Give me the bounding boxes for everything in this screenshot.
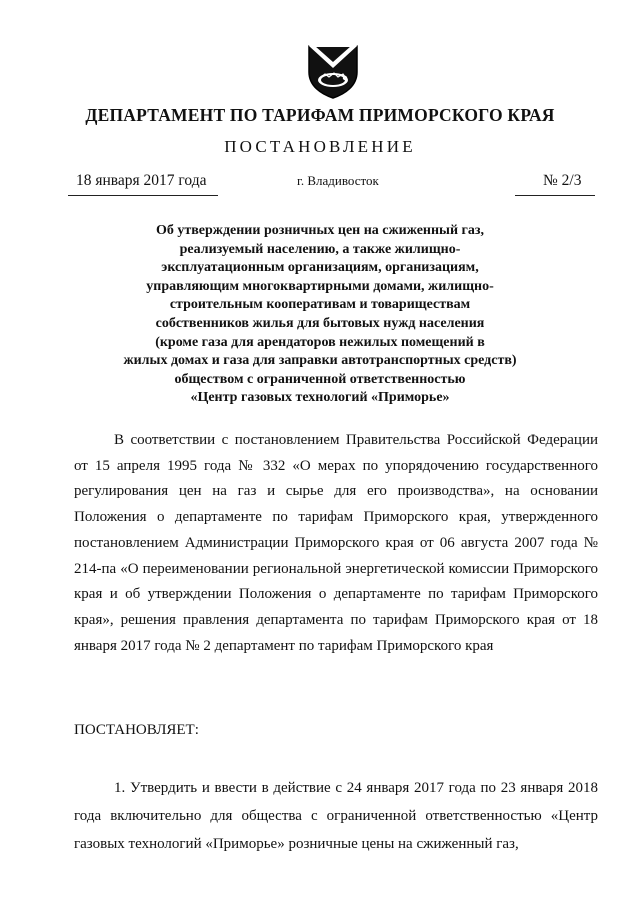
department-name: ДЕПАРТАМЕНТ ПО ТАРИФАМ ПРИМОРСКОГО КРАЯ	[85, 105, 555, 125]
decree-city: г. Владивосток	[297, 173, 379, 188]
resolves-heading: ПОСТАНОВЛЯЕТ:	[74, 722, 199, 738]
title-line: эксплуатационным организациям, организациям,	[161, 260, 479, 276]
title-line: жилых домах и газа для заправки автотранспортных средств)	[123, 353, 517, 369]
resolution-item-1: 1. Утвердить и ввести в действие с 24 января 2017 года по 23 января 2018 года включительно для общества с ограниченной ответственностью «Центр газовых технологий «Приморье» розничные цены на сжиженный газ,	[74, 780, 598, 852]
number-underline	[515, 195, 595, 196]
title-line: строительным кооперативам и товариществам	[169, 297, 471, 313]
primorsky-krai-coat-of-arms-icon	[301, 38, 365, 102]
title-line: Об утверждении розничных цен на сжиженный газ,	[155, 223, 485, 238]
coat-of-arms-emblem	[301, 38, 365, 102]
date-underline	[68, 195, 218, 196]
decree-number: № 2/3	[543, 172, 582, 189]
preamble-paragraph: В соответствии с постановлением Правительства Российской Федерации от 15 апреля 1995 года № 332 «О мерах по упорядочению государственного регулирования цен на газ и сырье для его производства», на основании Положения о департаменте по тарифам Приморского края, утвержденного постановлением Администрации Приморского края от 06 августа 2007 года № 214-па «О переименовании региональной энергетической комиссии Приморского края и об утверждении Положения о департаменте по тарифам Приморского края», решения правления департамента по тарифам Приморского края от 18 января 2017 года № 2 департамент по тарифам Приморского края	[74, 432, 598, 654]
title-line: реализуемый населению, а также жилищно-	[179, 241, 461, 257]
document-type: ПОСТАНОВЛЕНИЕ	[224, 137, 416, 156]
title-line: «Центр газовых технологий «Приморье»	[190, 390, 450, 406]
title-line: (кроме газа для арендаторов нежилых помещений в	[155, 334, 485, 350]
title-line: управляющим многоквартирными домами, жилищно-	[146, 278, 494, 294]
title-line: собственников жилья для бытовых нужд населения	[155, 315, 485, 331]
decree-title	[100, 222, 540, 408]
decree-date: 18 января 2017 года	[76, 172, 207, 189]
title-line: обществом с ограниченной ответственностью	[174, 371, 466, 387]
